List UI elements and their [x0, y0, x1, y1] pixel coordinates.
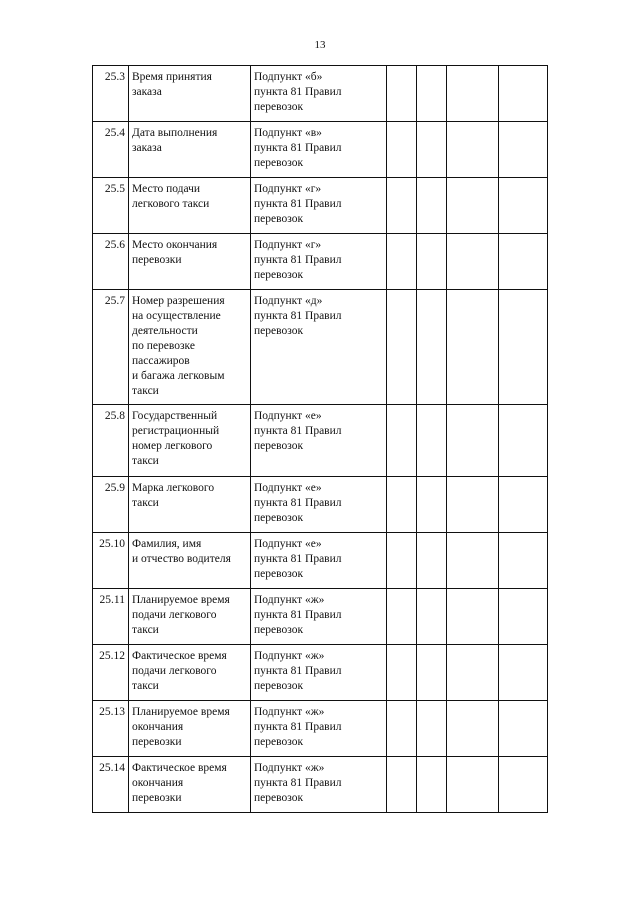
- note-cell: [499, 122, 548, 178]
- answer-na-cell: [447, 701, 499, 757]
- row-number: 25.8: [93, 405, 129, 477]
- row-number: 25.13: [93, 701, 129, 757]
- answer-na-cell: [447, 645, 499, 701]
- note-cell: [499, 234, 548, 290]
- answer-yes-cell: [387, 645, 417, 701]
- answer-yes-cell: [387, 122, 417, 178]
- answer-no-cell: [417, 701, 447, 757]
- legal-basis: Подпункт «е» пункта 81 Правил перевозок: [251, 533, 387, 589]
- answer-no-cell: [417, 66, 447, 122]
- table-row: [93, 66, 548, 122]
- answer-no-cell: [417, 757, 447, 813]
- answer-na-cell: [447, 589, 499, 645]
- answer-no-cell: [417, 533, 447, 589]
- answer-yes-cell: [387, 701, 417, 757]
- row-number: 25.5: [93, 178, 129, 234]
- legal-basis: Подпункт «ж» пункта 81 Правил перевозок: [251, 589, 387, 645]
- row-number: 25.4: [93, 122, 129, 178]
- answer-na-cell: [447, 122, 499, 178]
- row-number: 25.11: [93, 589, 129, 645]
- requirement-name: Фамилия, имя и отчество водителя: [129, 533, 251, 589]
- table-row: [93, 589, 548, 645]
- legal-basis: Подпункт «г» пункта 81 Правил перевозок: [251, 178, 387, 234]
- page-number: 13: [314, 39, 326, 51]
- row-number: 25.14: [93, 757, 129, 813]
- legal-basis: Подпункт «ж» пункта 81 Правил перевозок: [251, 645, 387, 701]
- answer-yes-cell: [387, 533, 417, 589]
- row-number: 25.7: [93, 290, 129, 405]
- answer-no-cell: [417, 405, 447, 477]
- answer-no-cell: [417, 477, 447, 533]
- note-cell: [499, 757, 548, 813]
- answer-no-cell: [417, 122, 447, 178]
- legal-basis: Подпункт «ж» пункта 81 Правил перевозок: [251, 757, 387, 813]
- table-row: [93, 405, 548, 477]
- requirement-name: Планируемое время окончания перевозки: [129, 701, 251, 757]
- answer-yes-cell: [387, 757, 417, 813]
- requirement-name: Планируемое время подачи легкового такси: [129, 589, 251, 645]
- answer-no-cell: [417, 290, 447, 405]
- row-number: 25.12: [93, 645, 129, 701]
- table-row: [93, 757, 548, 813]
- requirement-name: Фактическое время окончания перевозки: [129, 757, 251, 813]
- note-cell: [499, 477, 548, 533]
- table-row: [93, 533, 548, 589]
- table-row: [93, 290, 548, 405]
- requirement-name: Место окончания перевозки: [129, 234, 251, 290]
- note-cell: [499, 701, 548, 757]
- requirement-name: Фактическое время подачи легкового такси: [129, 645, 251, 701]
- requirement-name: Государственный регистрационный номер легкового такси: [129, 405, 251, 477]
- table-row: [93, 701, 548, 757]
- row-number: 25.9: [93, 477, 129, 533]
- answer-no-cell: [417, 234, 447, 290]
- note-cell: [499, 178, 548, 234]
- table-row: [93, 234, 548, 290]
- table-row: [93, 178, 548, 234]
- answer-yes-cell: [387, 405, 417, 477]
- note-cell: [499, 589, 548, 645]
- requirement-name: Номер разрешения на осуществление деятельности по перевозке пассажиров и багажа легковым такси: [129, 290, 251, 405]
- requirement-name: Дата выполнения заказа: [129, 122, 251, 178]
- answer-na-cell: [447, 178, 499, 234]
- requirement-name: Место подачи легкового такси: [129, 178, 251, 234]
- answer-na-cell: [447, 234, 499, 290]
- row-number: 25.10: [93, 533, 129, 589]
- answer-na-cell: [447, 66, 499, 122]
- row-number: 25.3: [93, 66, 129, 122]
- answer-yes-cell: [387, 66, 417, 122]
- note-cell: [499, 533, 548, 589]
- answer-yes-cell: [387, 234, 417, 290]
- note-cell: [499, 645, 548, 701]
- answer-yes-cell: [387, 589, 417, 645]
- requirements-table: [92, 65, 548, 813]
- table-row: [93, 477, 548, 533]
- answer-yes-cell: [387, 178, 417, 234]
- legal-basis: Подпункт «в» пункта 81 Правил перевозок: [251, 122, 387, 178]
- answer-na-cell: [447, 290, 499, 405]
- answer-yes-cell: [387, 290, 417, 405]
- legal-basis: Подпункт «ж» пункта 81 Правил перевозок: [251, 701, 387, 757]
- legal-basis: Подпункт «е» пункта 81 Правил перевозок: [251, 477, 387, 533]
- table-body: [93, 66, 548, 813]
- answer-na-cell: [447, 757, 499, 813]
- legal-basis: Подпункт «е» пункта 81 Правил перевозок: [251, 405, 387, 477]
- note-cell: [499, 405, 548, 477]
- table-row: [93, 645, 548, 701]
- legal-basis: Подпункт «г» пункта 81 Правил перевозок: [251, 234, 387, 290]
- requirement-name: Время принятия заказа: [129, 66, 251, 122]
- row-number: 25.6: [93, 234, 129, 290]
- note-cell: [499, 66, 548, 122]
- requirement-name: Марка легкового такси: [129, 477, 251, 533]
- answer-na-cell: [447, 477, 499, 533]
- table-row: [93, 122, 548, 178]
- answer-no-cell: [417, 178, 447, 234]
- answer-yes-cell: [387, 477, 417, 533]
- legal-basis: Подпункт «б» пункта 81 Правил перевозок: [251, 66, 387, 122]
- answer-no-cell: [417, 645, 447, 701]
- answer-no-cell: [417, 589, 447, 645]
- answer-na-cell: [447, 533, 499, 589]
- answer-na-cell: [447, 405, 499, 477]
- note-cell: [499, 290, 548, 405]
- legal-basis: Подпункт «д» пункта 81 Правил перевозок: [251, 290, 387, 405]
